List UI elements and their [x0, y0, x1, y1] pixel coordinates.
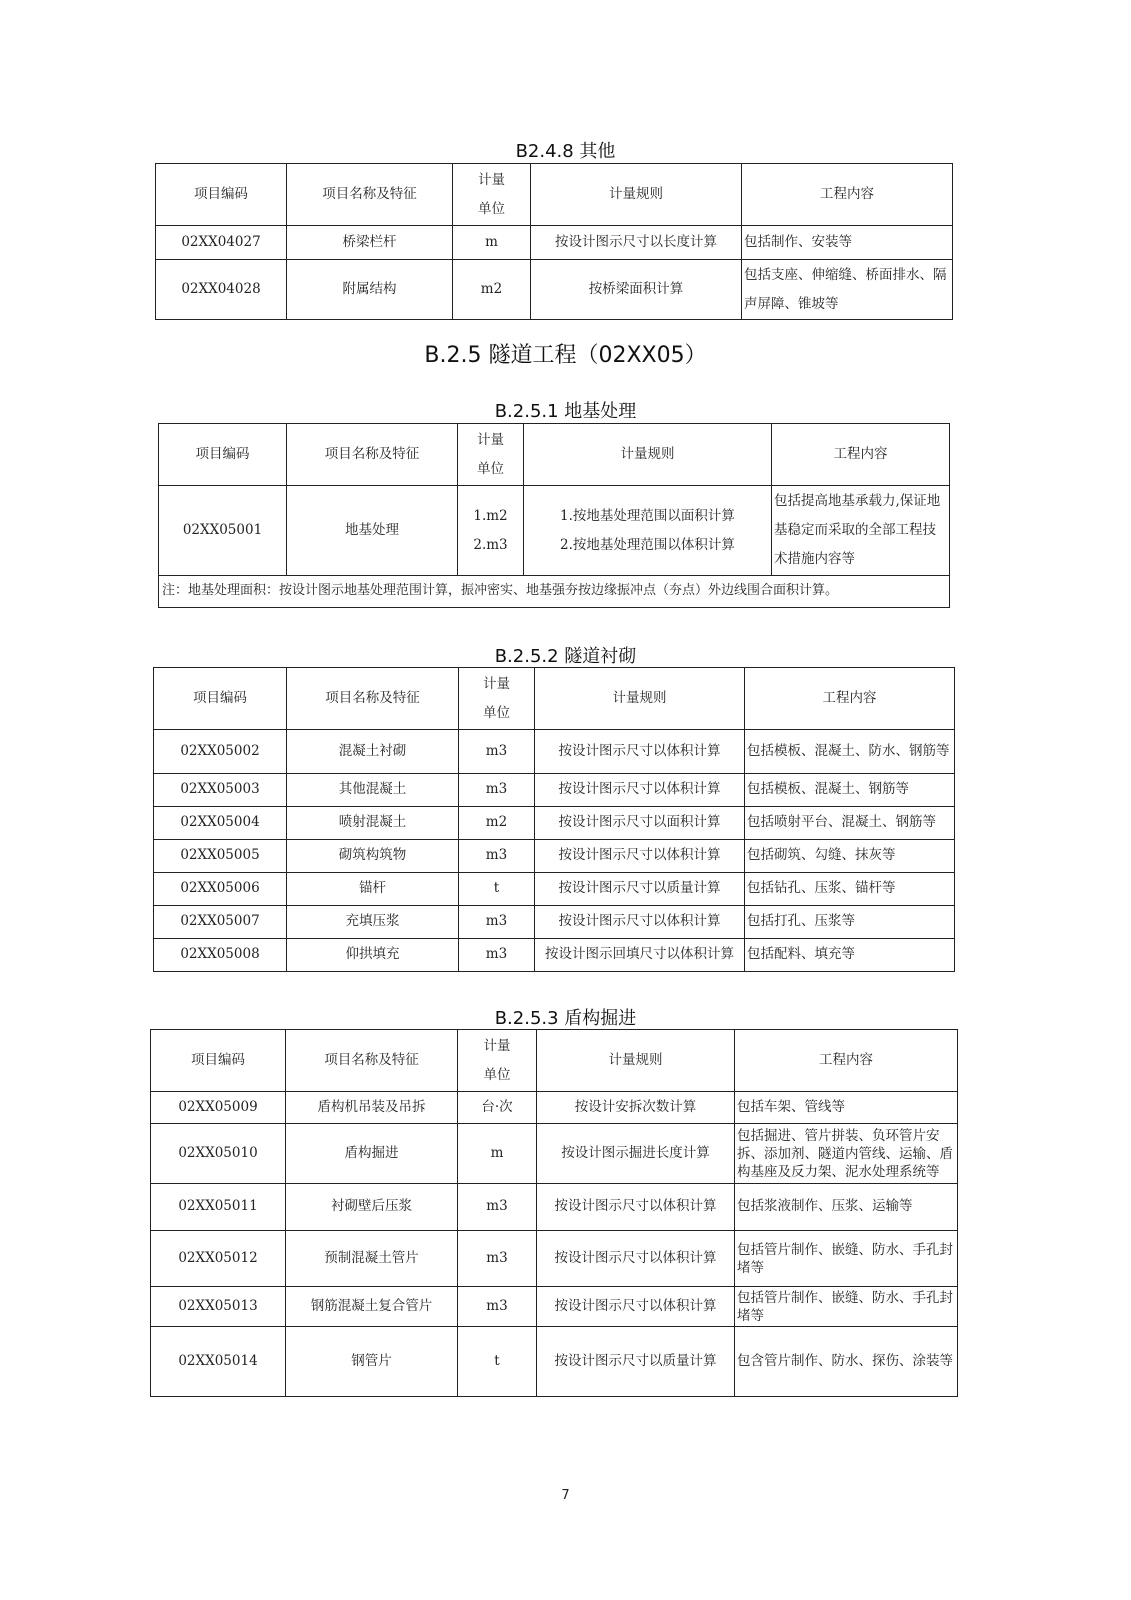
header-rule: 计量规则: [537, 1030, 735, 1092]
cell-rule: 1.按地基处理范围以面积计算 2.按地基处理范围以体积计算: [524, 486, 772, 576]
cell-code: 02XX04028: [156, 260, 287, 320]
cell-unit: m3: [459, 774, 535, 807]
cell-content: 包括管片制作、嵌缝、防水、手孔封堵等: [735, 1231, 958, 1287]
table-row: [154, 873, 955, 906]
header-unit: 计量 单位: [458, 424, 524, 486]
table-row: [154, 906, 955, 939]
cell-rule: 按设计安拆次数计算: [537, 1092, 735, 1124]
cell-unit: 台·次: [458, 1092, 537, 1124]
cell-code: 02XX05008: [154, 939, 287, 972]
table-row: [151, 1231, 958, 1287]
cell-unit: m3: [459, 730, 535, 774]
header-rule: 计量规则: [535, 668, 745, 730]
section-title-b251: B.2.5.1 地基处理: [494, 401, 637, 422]
header-name: 项目名称及特征: [287, 668, 459, 730]
header-content: 工程内容: [735, 1030, 958, 1092]
header-code: 项目编码: [151, 1030, 286, 1092]
cell-unit: m3: [459, 840, 535, 873]
header-name: 项目名称及特征: [287, 424, 458, 486]
table-note-row: [159, 576, 950, 608]
cell-rule: 按设计图示尺寸以体积计算: [535, 730, 745, 774]
cell-name: 砌筑构筑物: [287, 840, 459, 873]
cell-content: 包括浆液制作、压浆、运输等: [735, 1184, 958, 1231]
cell-rule: 按设计图示尺寸以面积计算: [535, 807, 745, 840]
cell-content: 包括管片制作、嵌缝、防水、手孔封堵等: [735, 1287, 958, 1327]
cell-code: 02XX05007: [154, 906, 287, 939]
cell-rule: 按设计图示尺寸以体积计算: [537, 1231, 735, 1287]
cell-content: 包括制作、安装等: [742, 226, 953, 260]
cell-code: 02XX05009: [151, 1092, 286, 1124]
cell-content: 包括砌筑、勾缝、抹灰等: [745, 840, 955, 873]
section-title-b248: B2.4.8 其他: [515, 141, 616, 162]
cell-rule: 按设计图示尺寸以质量计算: [535, 873, 745, 906]
cell-name: 其他混凝土: [287, 774, 459, 807]
table-row: [151, 1124, 958, 1184]
cell-content: 包括车架、管线等: [735, 1092, 958, 1124]
cell-unit: t: [458, 1327, 537, 1397]
cell-name: 桥梁栏杆: [287, 226, 453, 260]
cell-rule: 按设计图示尺寸以体积计算: [535, 774, 745, 807]
cell-name: 衬砌壁后压浆: [286, 1184, 458, 1231]
table-row: [154, 774, 955, 807]
table-row: [159, 486, 950, 576]
cell-name: 预制混凝土管片: [286, 1231, 458, 1287]
cell-name: 盾构掘进: [286, 1124, 458, 1184]
cell-content: 包括喷射平台、混凝土、钢筋等: [745, 807, 955, 840]
cell-code: 02XX05014: [151, 1327, 286, 1397]
cell-unit: 1.m2 2.m3: [458, 486, 524, 576]
cell-content: 包括掘进、管片拼装、负环管片安拆、添加剂、隧道内管线、运输、盾构基座及反力架、泥水处理系统等: [735, 1124, 958, 1184]
cell-unit: m2: [459, 807, 535, 840]
cell-code: 02XX05004: [154, 807, 287, 840]
table-row: [156, 226, 953, 260]
cell-content: 包含管片制作、防水、探伤、涂装等: [735, 1327, 958, 1397]
table-b252: [153, 667, 955, 972]
header-rule: 计量规则: [524, 424, 772, 486]
cell-name: 仰拱填充: [287, 939, 459, 972]
table-header-row: [156, 164, 953, 226]
cell-unit: m3: [458, 1231, 537, 1287]
cell-name: 钢管片: [286, 1327, 458, 1397]
header-name: 项目名称及特征: [287, 164, 453, 226]
header-name: 项目名称及特征: [286, 1030, 458, 1092]
cell-rule: 按设计图示掘进长度计算: [537, 1124, 735, 1184]
cell-unit: m2: [453, 260, 531, 320]
cell-content: 包括钻孔、压浆、锚杆等: [745, 873, 955, 906]
cell-rule: 按设计图示尺寸以体积计算: [535, 906, 745, 939]
section-title-b252: B.2.5.2 隧道衬砌: [494, 646, 637, 667]
cell-content: 包括支座、伸缩缝、桥面排水、隔声屏障、锥坡等: [742, 260, 953, 320]
header-content: 工程内容: [742, 164, 953, 226]
header-unit: 计量 单位: [458, 1030, 537, 1092]
header-rule: 计量规则: [531, 164, 742, 226]
table-row: [151, 1327, 958, 1397]
cell-name: 钢筋混凝土复合管片: [286, 1287, 458, 1327]
table-row: [154, 730, 955, 774]
table-header-row: [154, 668, 955, 730]
header-code: 项目编码: [154, 668, 287, 730]
table-b253: [150, 1029, 958, 1397]
table-row: [156, 260, 953, 320]
chapter-title-b25: B.2.5 隧道工程（02XX05）: [424, 343, 707, 368]
cell-unit: m: [453, 226, 531, 260]
cell-unit: m3: [459, 939, 535, 972]
cell-code: 02XX05005: [154, 840, 287, 873]
cell-code: 02XX05013: [151, 1287, 286, 1327]
cell-rule: 按设计图示尺寸以体积计算: [537, 1287, 735, 1327]
cell-content: 包括打孔、压浆等: [745, 906, 955, 939]
cell-code: 02XX05001: [159, 486, 287, 576]
cell-unit: m3: [458, 1184, 537, 1231]
cell-code: 02XX05002: [154, 730, 287, 774]
cell-rule: 按设计图示尺寸以长度计算: [531, 226, 742, 260]
cell-code: 02XX05006: [154, 873, 287, 906]
header-code: 项目编码: [159, 424, 287, 486]
cell-content: 包括模板、混凝土、钢筋等: [745, 774, 955, 807]
page-number: 7: [561, 1488, 570, 1503]
table-row: [154, 939, 955, 972]
section-title-b253: B.2.5.3 盾构掘进: [494, 1008, 637, 1029]
cell-rule: 按桥梁面积计算: [531, 260, 742, 320]
cell-name: 地基处理: [287, 486, 458, 576]
header-content: 工程内容: [745, 668, 955, 730]
header-unit: 计量 单位: [459, 668, 535, 730]
table-row: [151, 1287, 958, 1327]
table-row: [154, 807, 955, 840]
cell-code: 02XX04027: [156, 226, 287, 260]
header-code: 项目编码: [156, 164, 287, 226]
cell-code: 02XX05010: [151, 1124, 286, 1184]
cell-name: 附属结构: [287, 260, 453, 320]
cell-content: 包括模板、混凝土、防水、钢筋等: [745, 730, 955, 774]
cell-rule: 按设计图示尺寸以体积计算: [535, 840, 745, 873]
table-header-row: [151, 1030, 958, 1092]
cell-name: 锚杆: [287, 873, 459, 906]
cell-unit: m: [458, 1124, 537, 1184]
cell-unit: t: [459, 873, 535, 906]
cell-content: 包括配料、填充等: [745, 939, 955, 972]
cell-content: 包括提高地基承载力,保证地基稳定而采取的全部工程技术措施内容等: [772, 486, 950, 576]
header-content: 工程内容: [772, 424, 950, 486]
table-row: [154, 840, 955, 873]
table-note: 注：地基处理面积：按设计图示地基处理范围计算，振冲密实、地基强夯按边缘振冲点（夯点）外边线围合面积计算。: [159, 576, 950, 608]
cell-code: 02XX05011: [151, 1184, 286, 1231]
table-b248: [155, 163, 953, 320]
cell-unit: m3: [459, 906, 535, 939]
table-row: [151, 1184, 958, 1231]
cell-name: 充填压浆: [287, 906, 459, 939]
cell-name: 混凝土衬砌: [287, 730, 459, 774]
table-b251: [158, 423, 950, 608]
table-row: [151, 1092, 958, 1124]
table-header-row: [159, 424, 950, 486]
header-unit: 计量 单位: [453, 164, 531, 226]
cell-code: 02XX05012: [151, 1231, 286, 1287]
cell-name: 喷射混凝土: [287, 807, 459, 840]
cell-rule: 按设计图示尺寸以体积计算: [537, 1184, 735, 1231]
cell-rule: 按设计图示回填尺寸以体积计算: [535, 939, 745, 972]
cell-unit: m3: [458, 1287, 537, 1327]
cell-rule: 按设计图示尺寸以质量计算: [537, 1327, 735, 1397]
cell-code: 02XX05003: [154, 774, 287, 807]
cell-name: 盾构机吊装及吊拆: [286, 1092, 458, 1124]
